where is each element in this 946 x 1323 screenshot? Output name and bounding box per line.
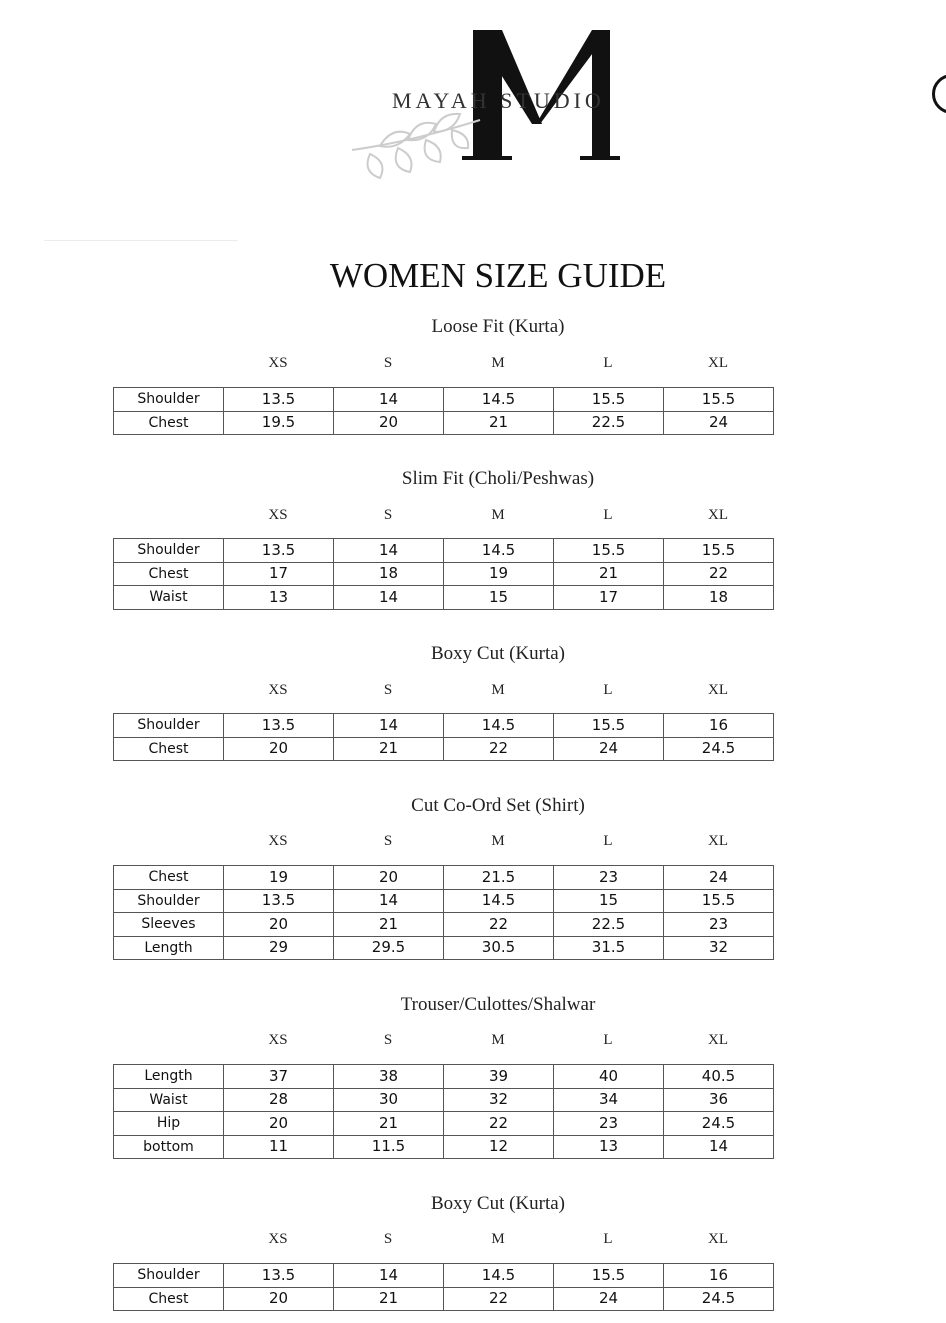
cell-value: 22 bbox=[444, 1112, 554, 1136]
size-header-row bbox=[223, 1032, 773, 1049]
cell-value: 21 bbox=[554, 562, 664, 586]
row-label: Waist bbox=[114, 586, 224, 610]
cell-value: 11.5 bbox=[334, 1135, 444, 1159]
cell-value: 18 bbox=[334, 562, 444, 586]
size-header-row bbox=[223, 833, 773, 850]
row-label: Shoulder bbox=[114, 1264, 224, 1288]
section-title: Slim Fit (Choli/Peshwas) bbox=[401, 468, 595, 489]
size-label-xs: XS bbox=[268, 833, 288, 849]
table-row bbox=[114, 866, 774, 890]
size-label-s: S bbox=[383, 355, 393, 371]
cell-value: 16 bbox=[664, 1264, 774, 1288]
cell-value: 14 bbox=[334, 539, 444, 563]
cell-value: 14.5 bbox=[444, 1264, 554, 1288]
cell-value: 34 bbox=[554, 1088, 664, 1112]
cell-value: 14 bbox=[334, 889, 444, 913]
table-row bbox=[114, 1065, 774, 1089]
row-label: bottom bbox=[114, 1135, 224, 1159]
cell-value: 20 bbox=[224, 913, 334, 937]
brand-logo bbox=[340, 22, 670, 192]
row-label: Chest bbox=[114, 411, 224, 435]
size-label-m: M bbox=[491, 833, 505, 849]
cell-value: 19 bbox=[444, 562, 554, 586]
cell-value: 37 bbox=[224, 1065, 334, 1089]
cell-value: 20 bbox=[224, 1287, 334, 1311]
cell-value: 14.5 bbox=[444, 388, 554, 412]
size-table-trouser bbox=[113, 1064, 774, 1159]
cell-value: 21 bbox=[334, 737, 444, 761]
cell-value: 13.5 bbox=[224, 1264, 334, 1288]
cell-value: 24.5 bbox=[664, 1112, 774, 1136]
table-row bbox=[114, 1287, 774, 1311]
cell-value: 36 bbox=[664, 1088, 774, 1112]
cell-value: 14.5 bbox=[444, 714, 554, 738]
size-table-slim-fit bbox=[113, 538, 774, 610]
row-label: Chest bbox=[114, 562, 224, 586]
size-label-l: L bbox=[603, 833, 613, 849]
size-label-m: M bbox=[491, 1032, 505, 1048]
size-label-xl: XL bbox=[708, 507, 728, 523]
cell-value: 38 bbox=[334, 1065, 444, 1089]
circle-icon bbox=[932, 74, 946, 114]
cell-value: 19 bbox=[224, 866, 334, 890]
cell-value: 30 bbox=[334, 1088, 444, 1112]
cell-value: 23 bbox=[554, 1112, 664, 1136]
cell-value: 39 bbox=[444, 1065, 554, 1089]
section-title: Loose Fit (Kurta) bbox=[431, 316, 565, 337]
cell-value: 29 bbox=[224, 936, 334, 960]
cell-value: 24.5 bbox=[664, 737, 774, 761]
cell-value: 16 bbox=[664, 714, 774, 738]
size-header-row bbox=[223, 507, 773, 524]
cell-value: 13.5 bbox=[224, 539, 334, 563]
divider-line bbox=[44, 240, 238, 241]
size-header-row bbox=[223, 355, 773, 372]
size-label-s: S bbox=[383, 507, 393, 523]
table-row bbox=[114, 913, 774, 937]
size-label-m: M bbox=[491, 355, 505, 371]
table-row bbox=[114, 411, 774, 435]
cell-value: 15.5 bbox=[554, 714, 664, 738]
cell-value: 24.5 bbox=[664, 1287, 774, 1311]
cell-value: 15.5 bbox=[664, 889, 774, 913]
cell-value: 22 bbox=[444, 1287, 554, 1311]
size-table-boxy-cut-2 bbox=[113, 1263, 774, 1311]
size-label-l: L bbox=[603, 507, 613, 523]
row-label: Chest bbox=[114, 866, 224, 890]
size-table-co-ord-shirt bbox=[113, 865, 774, 960]
logo-wordmark: MAYAH STUDIO bbox=[392, 88, 605, 113]
cell-value: 30.5 bbox=[444, 936, 554, 960]
row-label: Hip bbox=[114, 1112, 224, 1136]
size-label-m: M bbox=[491, 1231, 505, 1247]
cell-value: 29.5 bbox=[334, 936, 444, 960]
size-label-s: S bbox=[383, 833, 393, 849]
cell-value: 14 bbox=[334, 714, 444, 738]
table-row bbox=[114, 586, 774, 610]
cell-value: 12 bbox=[444, 1135, 554, 1159]
table-row bbox=[114, 1135, 774, 1159]
table-row bbox=[114, 889, 774, 913]
row-label: Shoulder bbox=[114, 539, 224, 563]
cell-value: 22 bbox=[444, 737, 554, 761]
table-row bbox=[114, 388, 774, 412]
row-label: Chest bbox=[114, 737, 224, 761]
cell-value: 14 bbox=[664, 1135, 774, 1159]
cell-value: 15 bbox=[554, 889, 664, 913]
cell-value: 23 bbox=[554, 866, 664, 890]
cell-value: 21 bbox=[334, 913, 444, 937]
size-label-xl: XL bbox=[708, 833, 728, 849]
size-label-xl: XL bbox=[708, 1231, 728, 1247]
cell-value: 23 bbox=[664, 913, 774, 937]
cell-value: 31.5 bbox=[554, 936, 664, 960]
size-label-l: L bbox=[603, 355, 613, 371]
cell-value: 15.5 bbox=[554, 539, 664, 563]
row-label: Shoulder bbox=[114, 388, 224, 412]
size-label-xs: XS bbox=[268, 1032, 288, 1048]
size-label-l: L bbox=[603, 682, 613, 698]
cell-value: 18 bbox=[664, 586, 774, 610]
table-row bbox=[114, 936, 774, 960]
page-title: WOMEN SIZE GUIDE bbox=[329, 256, 667, 295]
size-table-boxy-cut bbox=[113, 713, 774, 761]
cell-value: 13.5 bbox=[224, 388, 334, 412]
table-row bbox=[114, 714, 774, 738]
cell-value: 11 bbox=[224, 1135, 334, 1159]
row-label: Length bbox=[114, 936, 224, 960]
cell-value: 22 bbox=[664, 562, 774, 586]
size-label-m: M bbox=[491, 682, 505, 698]
cell-value: 14 bbox=[334, 586, 444, 610]
size-label-xl: XL bbox=[708, 682, 728, 698]
table-row bbox=[114, 1264, 774, 1288]
size-label-xs: XS bbox=[268, 355, 288, 371]
cell-value: 28 bbox=[224, 1088, 334, 1112]
cell-value: 14.5 bbox=[444, 889, 554, 913]
section-title: Trouser/Culottes/Shalwar bbox=[400, 994, 596, 1015]
cell-value: 21.5 bbox=[444, 866, 554, 890]
cell-value: 32 bbox=[444, 1088, 554, 1112]
cell-value: 15.5 bbox=[664, 388, 774, 412]
cell-value: 24 bbox=[554, 737, 664, 761]
size-header-row bbox=[223, 682, 773, 699]
size-label-s: S bbox=[383, 682, 393, 698]
cell-value: 14 bbox=[334, 388, 444, 412]
cell-value: 22.5 bbox=[554, 913, 664, 937]
cell-value: 13.5 bbox=[224, 889, 334, 913]
cell-value: 22.5 bbox=[554, 411, 664, 435]
table-row bbox=[114, 737, 774, 761]
cell-value: 15.5 bbox=[664, 539, 774, 563]
cell-value: 20 bbox=[334, 866, 444, 890]
cell-value: 24 bbox=[554, 1287, 664, 1311]
row-label: Shoulder bbox=[114, 714, 224, 738]
row-label: Sleeves bbox=[114, 913, 224, 937]
size-label-xl: XL bbox=[708, 1032, 728, 1048]
cell-value: 17 bbox=[554, 586, 664, 610]
size-label-xs: XS bbox=[268, 1231, 288, 1247]
size-label-xl: XL bbox=[708, 355, 728, 371]
size-label-xs: XS bbox=[268, 507, 288, 523]
cell-value: 22 bbox=[444, 913, 554, 937]
size-label-l: L bbox=[603, 1231, 613, 1247]
table-row bbox=[114, 1088, 774, 1112]
row-label: Chest bbox=[114, 1287, 224, 1311]
cell-value: 13 bbox=[224, 586, 334, 610]
size-header-row bbox=[223, 1231, 773, 1248]
row-label: Shoulder bbox=[114, 889, 224, 913]
size-label-s: S bbox=[383, 1231, 393, 1247]
cell-value: 19.5 bbox=[224, 411, 334, 435]
cell-value: 20 bbox=[224, 1112, 334, 1136]
section-title: Boxy Cut (Kurta) bbox=[430, 1193, 566, 1214]
size-label-m: M bbox=[491, 507, 505, 523]
cell-value: 13.5 bbox=[224, 714, 334, 738]
table-row bbox=[114, 1112, 774, 1136]
cell-value: 15.5 bbox=[554, 1264, 664, 1288]
cell-value: 24 bbox=[664, 411, 774, 435]
cell-value: 20 bbox=[334, 411, 444, 435]
row-label: Length bbox=[114, 1065, 224, 1089]
cell-value: 40 bbox=[554, 1065, 664, 1089]
section-title: Boxy Cut (Kurta) bbox=[430, 643, 566, 664]
cell-value: 21 bbox=[444, 411, 554, 435]
cell-value: 21 bbox=[334, 1287, 444, 1311]
row-label: Waist bbox=[114, 1088, 224, 1112]
cell-value: 15 bbox=[444, 586, 554, 610]
cell-value: 20 bbox=[224, 737, 334, 761]
cell-value: 14.5 bbox=[444, 539, 554, 563]
size-label-s: S bbox=[383, 1032, 393, 1048]
size-label-l: L bbox=[603, 1032, 613, 1048]
cell-value: 40.5 bbox=[664, 1065, 774, 1089]
section-title: Cut Co-Ord Set (Shirt) bbox=[411, 795, 585, 816]
cell-value: 21 bbox=[334, 1112, 444, 1136]
cell-value: 32 bbox=[664, 936, 774, 960]
cell-value: 13 bbox=[554, 1135, 664, 1159]
table-row bbox=[114, 562, 774, 586]
table-row bbox=[114, 539, 774, 563]
cell-value: 17 bbox=[224, 562, 334, 586]
cell-value: 24 bbox=[664, 866, 774, 890]
cell-value: 14 bbox=[334, 1264, 444, 1288]
cell-value: 15.5 bbox=[554, 388, 664, 412]
size-table-loose-fit-kurta bbox=[113, 387, 774, 435]
size-label-xs: XS bbox=[268, 682, 288, 698]
